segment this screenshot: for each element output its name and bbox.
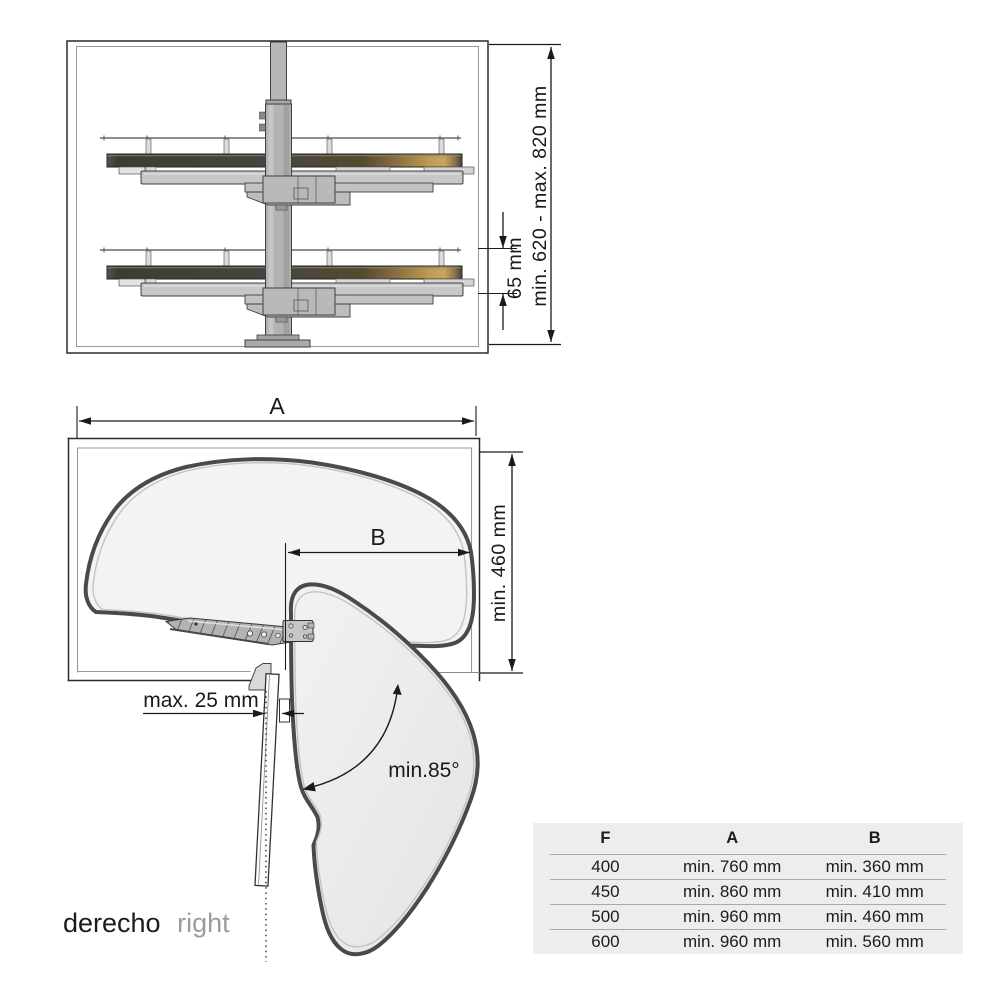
cabinet-height-label: min. 620 - max. 820 mm [529, 85, 551, 307]
orientation-label [63, 908, 230, 938]
width-a-label: A [269, 393, 285, 419]
spec-cell-a: min. 860 mm [683, 882, 782, 901]
spec-cell-a: min. 960 mm [683, 907, 782, 926]
spec-cell-b: min. 560 mm [825, 932, 924, 951]
depth-label: min. 460 mm [488, 503, 510, 623]
shelf-clearance-label: 65 mm [504, 236, 526, 300]
spec-table-row [550, 880, 946, 905]
elevation-view [67, 41, 561, 353]
spec-table-header-row [550, 823, 946, 855]
spec-table-row [550, 905, 946, 930]
door-fixing-bracket [280, 699, 290, 722]
spec-cell-b: min. 460 mm [825, 907, 924, 926]
opening-angle-label: min.85° [388, 759, 460, 782]
spec-cell-f: 600 [591, 932, 620, 951]
plan-view [69, 393, 524, 962]
spec-cell-b: min. 360 mm [825, 857, 924, 876]
spec-table-header-f: F [600, 829, 611, 847]
orientation-label-es: derecho [63, 908, 161, 938]
dimension-depth [480, 452, 523, 673]
spec-cell-a: min. 960 mm [683, 932, 782, 951]
spec-cell-f: 400 [591, 857, 620, 876]
spec-table-row [550, 930, 946, 955]
spec-table-header-b: B [868, 829, 881, 847]
door-gap-label: max. 25 mm [143, 689, 259, 712]
spec-cell-f: 450 [591, 882, 620, 901]
orientation-label-en: right [177, 908, 230, 938]
pole-base-flange [245, 340, 310, 347]
spec-cell-b: min. 410 mm [825, 882, 924, 901]
spec-cell-a: min. 760 mm [683, 857, 782, 876]
pole-base-step [257, 335, 299, 340]
spec-cell-f: 500 [591, 907, 620, 926]
dimension-width-a [77, 393, 476, 439]
spec-table-header-a: A [726, 829, 739, 847]
spec-table-row [550, 855, 946, 880]
dimension-spec-table [533, 823, 963, 954]
inner-width-b-label: B [370, 524, 386, 550]
